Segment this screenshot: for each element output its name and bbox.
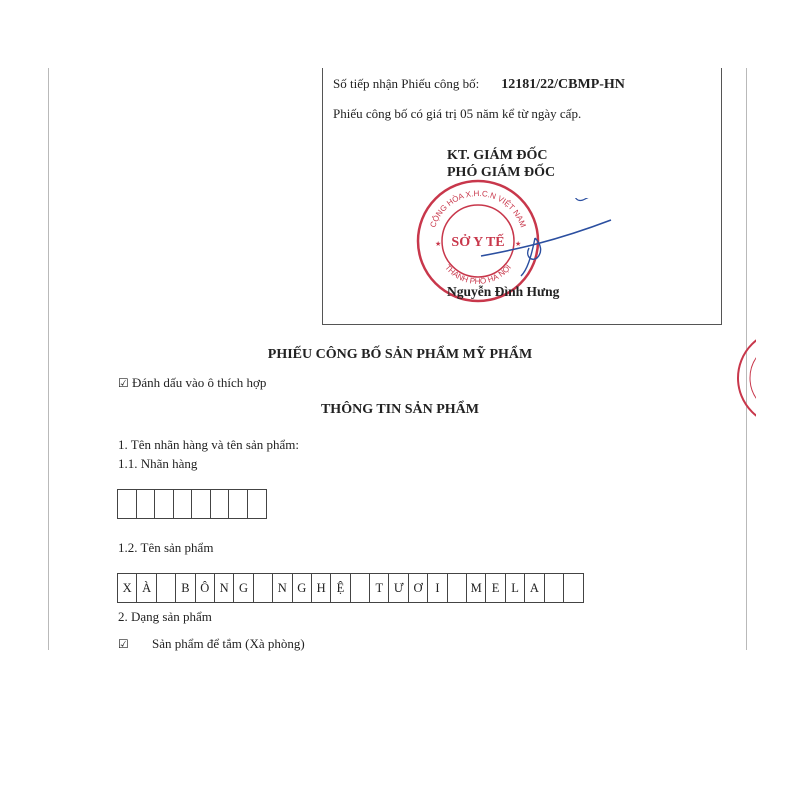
letter-cell: Ô <box>196 574 215 602</box>
product-type-label: Sản phẩm để tắm (Xà phòng) <box>152 636 305 651</box>
letter-cell <box>118 490 137 518</box>
letter-cell <box>157 574 176 602</box>
letter-cell <box>564 574 583 602</box>
receipt-number: 12181/22/CBMP-HN <box>501 77 625 92</box>
receipt-label: Số tiếp nhận Phiếu công bố: <box>333 76 480 91</box>
svg-text:★: ★ <box>435 240 442 248</box>
letter-cell: A <box>525 574 544 602</box>
checkbox-note-text: Đánh dấu vào ô thích hợp <box>132 375 267 390</box>
letter-cell: Ơ <box>409 574 428 602</box>
letter-cell <box>229 490 248 518</box>
letter-cell <box>248 490 267 518</box>
letter-cell: H <box>312 574 331 602</box>
letter-cell <box>211 490 230 518</box>
letter-cell <box>137 490 156 518</box>
letter-cell: X <box>118 574 137 602</box>
stamp-center-text: SỞ Y TẾ <box>451 235 505 250</box>
receipt-number-row <box>333 76 625 93</box>
letter-cell: N <box>273 574 292 602</box>
letter-cell <box>545 574 564 602</box>
letter-cell <box>155 490 174 518</box>
question-1-2: 1.2. Tên sản phẩm <box>118 540 214 555</box>
question-2: 2. Dạng sản phẩm <box>118 609 212 624</box>
handwritten-signature <box>473 198 623 278</box>
brand-letter-grid <box>117 489 267 519</box>
receipt-box <box>322 68 722 325</box>
letter-cell: N <box>215 574 234 602</box>
section-title: THÔNG TIN SẢN PHẨM <box>320 402 480 417</box>
letter-cell: L <box>506 574 525 602</box>
question-1-1: 1.1. Nhãn hàng <box>118 456 198 471</box>
checkbox-checked-icon: ☑ <box>118 637 129 651</box>
letter-cell <box>254 574 273 602</box>
letter-cell: À <box>137 574 156 602</box>
question-1: 1. Tên nhãn hàng và tên sản phẩm: <box>118 437 299 452</box>
letter-cell: B <box>176 574 195 602</box>
receipt-validity: Phiếu công bố có giá trị 05 năm kể từ ngày cấp. <box>333 106 582 121</box>
product-name-grid <box>117 573 584 603</box>
svg-text:★: ★ <box>515 240 522 248</box>
letter-cell <box>351 574 370 602</box>
letter-cell: M <box>467 574 486 602</box>
stamp-ring-text: CỘNG HÒA X.H.C.N VIỆT NAM <box>428 188 528 229</box>
checkbox-note <box>118 375 266 391</box>
signer-name: Nguyễn Đình Hưng <box>447 284 560 299</box>
letter-cell: I <box>428 574 447 602</box>
form-title: PHIẾU CÔNG BỐ SẢN PHẨM MỸ PHẨM <box>267 347 533 362</box>
stamp-bottom-text: THÀNH PHỐ HÀ NỘI <box>443 262 513 286</box>
deputy-director-title: PHÓ GIÁM ĐỐC <box>447 165 556 180</box>
product-type-option <box>118 636 305 652</box>
letter-cell: T <box>370 574 389 602</box>
letter-cell <box>448 574 467 602</box>
letter-cell: Ư <box>389 574 408 602</box>
letter-cell: G <box>293 574 312 602</box>
letter-cell: Ệ <box>331 574 350 602</box>
checkbox-icon: ☑ <box>118 376 129 390</box>
letter-cell <box>192 490 211 518</box>
letter-cell <box>174 490 193 518</box>
director-title: KT. GIÁM ĐỐC <box>447 148 548 163</box>
letter-cell: G <box>234 574 253 602</box>
letter-cell: E <box>486 574 505 602</box>
